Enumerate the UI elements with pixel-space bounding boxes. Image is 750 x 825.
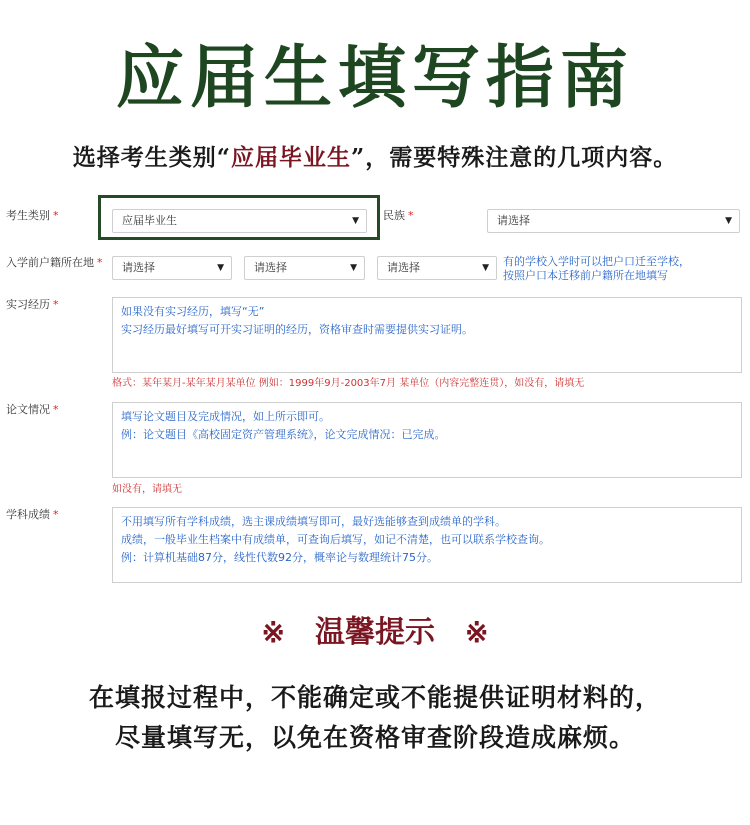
page-subtitle [0,140,750,176]
hukou-province-value: 请选择 [122,261,155,274]
page-title: 应届生填写指南 [115,38,634,118]
category-label [6,209,59,223]
internship-text-line: 如果没有实习经历，填写“无” [121,305,265,318]
ethnicity-select-value: 请选择 [497,214,530,227]
hukou-city-select[interactable] [244,256,365,280]
grades-label-text: 学科成绩 [6,508,50,521]
caret-down-icon: ▼ [350,263,357,273]
hukou-hint [503,255,690,283]
caret-down-icon: ▼ [217,263,224,273]
ethnicity-label-text: 民族 [383,209,405,222]
required-marker: * [53,298,59,311]
internship-label [6,298,59,312]
thesis-hint: 如没有，请填无 [112,484,182,495]
internship-textarea[interactable] [112,297,742,373]
thesis-text-line: 填写论文题目及完成情况，如上所示即可。 [121,410,330,423]
thesis-label [6,403,59,417]
hukou-district-value: 请选择 [387,261,420,274]
grades-textarea[interactable] [112,507,742,583]
hukou-label [6,256,103,270]
subtitle-prefix: 选择考生类别“ [72,144,231,171]
caret-down-icon: ▼ [352,216,359,226]
required-marker: * [53,508,59,521]
hukou-hint-line: 按照户口本迁移前户籍所在地填写 [503,269,668,282]
subtitle-suffix: ”，需要特殊注意的几项内容。 [351,144,678,171]
hukou-label-text: 入学前户籍所在地 [6,256,94,269]
category-select-value: 应届毕业生 [122,214,177,227]
internship-label-text: 实习经历 [6,298,50,311]
required-marker: * [97,256,103,269]
hukou-city-value: 请选择 [254,261,287,274]
category-select[interactable] [112,209,367,233]
required-marker: * [53,403,59,416]
ethnicity-label [383,209,414,223]
tips-heading-text: 温馨提示 [315,615,435,650]
required-marker: * [53,209,59,222]
internship-text-line: 实习经历最好填写可开实习证明的经历，资格审查时需要提供实习证明。 [121,323,473,336]
required-marker: * [408,209,414,222]
caret-down-icon: ▼ [725,216,732,226]
category-label-text: 考生类别 [6,209,50,222]
tips-line: 尽量填写无，以免在资格审查阶段造成麻烦。 [114,723,635,752]
grades-text-line: 成绩，一般毕业生档案中有成绩单，可查询后填写，如记不清楚，也可以联系学校查询。 [121,533,550,546]
tips-body [0,678,750,758]
reference-mark-icon: ※ [465,616,489,649]
caret-down-icon: ▼ [482,263,489,273]
hukou-hint-line: 有的学校入学时可以把户口迁至学校， [503,255,690,268]
subtitle-highlight: 应届毕业生 [231,144,351,171]
hukou-province-select[interactable] [112,256,232,280]
tips-heading [0,606,750,660]
ethnicity-select[interactable] [487,209,740,233]
grades-text-line: 不用填写所有学科成绩，选主课成绩填写即可，最好选能够查到成绩单的学科。 [121,515,506,528]
internship-format-hint: 格式：某年某月-某年某月某单位 例如：1999年9月-2003年7月 某单位（内容完整连贯），如没有，请填无 [112,378,585,389]
hukou-district-select[interactable] [377,256,497,280]
reference-mark-icon: ※ [261,616,285,649]
thesis-text-line: 例：论文题目《高校固定资产管理系统》，论文完成情况：已完成。 [121,428,446,441]
grades-text-line: 例：计算机基础87分，线性代数92分，概率论与数理统计75分。 [121,551,438,564]
thesis-textarea[interactable] [112,402,742,478]
thesis-label-text: 论文情况 [6,403,50,416]
tips-line: 在填报过程中，不能确定或不能提供证明材料的， [88,683,661,712]
grades-label [6,508,59,522]
